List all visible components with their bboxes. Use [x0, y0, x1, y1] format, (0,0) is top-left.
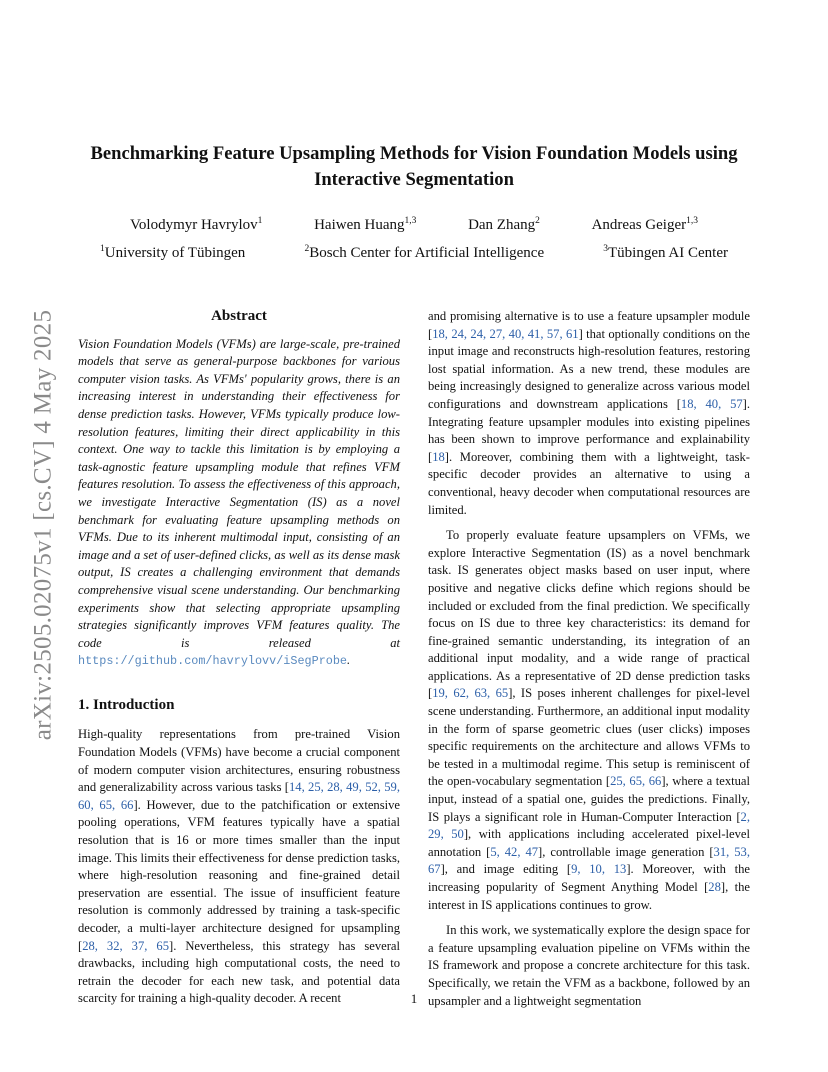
citation-links[interactable]: 5, 42, 47	[490, 844, 539, 859]
citation-links[interactable]: 2, 29, 50	[428, 809, 750, 842]
affiliation-list	[80, 245, 748, 262]
citation-links[interactable]: 18	[432, 449, 445, 464]
paper-title	[70, 141, 758, 193]
citation-links[interactable]: 19, 62, 63, 65	[432, 686, 509, 701]
author: Haiwen Huang$^{1,3}$	[314, 216, 417, 233]
title-line-2: Interactive Segmentation	[314, 169, 514, 190]
arxiv-identifier: arXiv:2505.02075v1 [cs.CV] 4 May 2025	[29, 309, 56, 740]
body-paragraph: In this work, we systematically explore the design space for a feature upsampling evaluation pipeline on VFMs within the IS framework and propose a concrete architecture for this task. Specifically, we retain the VFM as a backbone, followed by an upsampler and a lightweight segmentation	[428, 923, 750, 1008]
intro-paragraph: High-quality representations from pre-trained Vision Foundation Models (VFMs) have become a crucial component of modern computer vision architectures, ensuring robustness and generalizability across various tasks [14, 25, 28, 49, 52, 59, 60, 65, 66]. However, due to the patchification or extensive pooling operations, VFM features typically have a spatial resolution that is 16 or more times smaller than the input image. This limits their effectiveness for dense prediction tasks, where high-resolution reasoning and fine-grained detail preservation are essential. The issue of insufficient feature resolution is commonly addressed by training a task-specific decoder, a multi-layer architecture designed for upsampling [28, 32, 37, 65]. Nevertheless, this strategy has several drawbacks, including high computational costs, the need to retrain the decoder for each new task, and potential data scarcity for training a high-quality decoder. A recent	[78, 727, 400, 1006]
abstract-text: Vision Foundation Models (VFMs) are large-scale, pre-trained models that serve as general-purpose backbones for various computer vision tasks. As VFMs' popularity grows, there is an increasing interest in understanding their effectiveness for dense prediction tasks. However, VFMs typically produce low-resolution features, limiting their direct applicability in this context. One way to tackle this limitation is by employing a task-agnostic feature upsampling module that refines VFM features resolution. To assess the effectiveness of this approach, we investigate Interactive Segmentation (IS) as a novel benchmark for evaluating feature upsampling methods on VFMs. Due to its inherent multimodal input, consisting of an image and a set of user-defined clicks, as well as its dense mask output, IS creates a challenging environment that demands comprehensive visual scene understanding. Our benchmarking experiments show that selecting appropriate upsampling strategies significantly improves VFM features quality. The code is released at https://github.com/havrylovv/iSegProbe.	[78, 336, 400, 669]
citation-links[interactable]: 18, 24, 24, 27, 40, 41, 57, 61	[432, 326, 579, 341]
affiliation: $^3$Tübingen AI Center	[603, 244, 728, 261]
arxiv-sidebar	[23, 287, 63, 762]
affiliation: $^2$Bosch Center for Artificial Intelligence	[304, 244, 545, 261]
right-column	[428, 308, 750, 1010]
author: Andreas Geiger$^{1,3}$	[591, 216, 698, 233]
citation-links[interactable]: 18, 40, 57	[680, 396, 743, 411]
citation-links[interactable]: 25, 65, 66	[610, 774, 662, 789]
citation-links[interactable]: 9, 10, 13	[571, 862, 627, 877]
citation-links[interactable]: 28, 32, 37, 65	[82, 938, 169, 953]
author: Volodymyr Havrylov$^1$	[130, 216, 263, 233]
page-number: 1	[410, 991, 418, 1006]
affiliation: $^1$University of Tübingen	[100, 244, 246, 261]
title-line-1: Benchmarking Feature Upsampling Methods for Vision Foundation Models using	[90, 143, 738, 164]
introduction-heading: 1. Introduction	[78, 696, 175, 713]
author-list	[80, 217, 748, 234]
left-column	[78, 308, 400, 1008]
body-paragraph: To properly evaluate feature upsamplers on VFMs, we explore Interactive Segmentation (IS) as a novel benchmark task. IS generates object masks based on user input, where positive and negative clicks define which regions should be included or excluded from the final prediction. We specifically focus on IS due to three key characteristics: its demand for fine-grained semantic understanding, its integration of an additional input modality, and a wide range of practical applications. As a representative of 2D dense prediction tasks [19, 62, 63, 65], IS poses inherent challenges for pixel-level scene understanding. Furthermore, an additional input modality in the form of sparse geometric clues (user clicks) imposes specific requirements on the architecture and allows VFMs to be tested in a multimodal regime. This setup is reminiscent of the open-vocabulary segmentation [25, 65, 66], where a textual input, instead of a spatial one, guides the predictions. Finally, IS plays a significant role in Human-Computer Interaction [2, 29, 50], with applications including accelerated pixel-level annotation [5, 42, 47], controllable image generation [31, 53, 67], and image editing [9, 10, 13]. Moreover, with the increasing popularity of Segment Anything Model [28], the interest in IS applications continues to grow.	[428, 528, 751, 912]
citation-links[interactable]: 28	[708, 880, 721, 894]
citation-links[interactable]: 14, 25, 28, 49, 52, 59, 60, 65, 66	[78, 780, 400, 812]
body-paragraph: and promising alternative is to use a feature upsampler module [18, 24, 24, 27, 40, 41, 57, 61] that optionally conditions on the input image and reconstructs high-resolution features, restoring lost spatial information. As a new trend, these modules are being increasingly designed to generalize across various model configurations and downstream applications [18, 40, 57]. Integrating feature upsampler modules into existing pipelines has been shown to improve performance and explainability [18]. Moreover, combining them with a lightweight, task-specific decoder provides an alternative to using a conventional, heavy decoder when computational resources are limited.	[428, 309, 751, 517]
abstract-heading: Abstract	[211, 308, 267, 324]
code-link[interactable]: https://github.com/havrylovv/iSegProbe	[78, 654, 348, 669]
citation-links[interactable]: 31, 53, 67	[428, 844, 750, 877]
author: Dan Zhang$^2$	[468, 216, 540, 233]
